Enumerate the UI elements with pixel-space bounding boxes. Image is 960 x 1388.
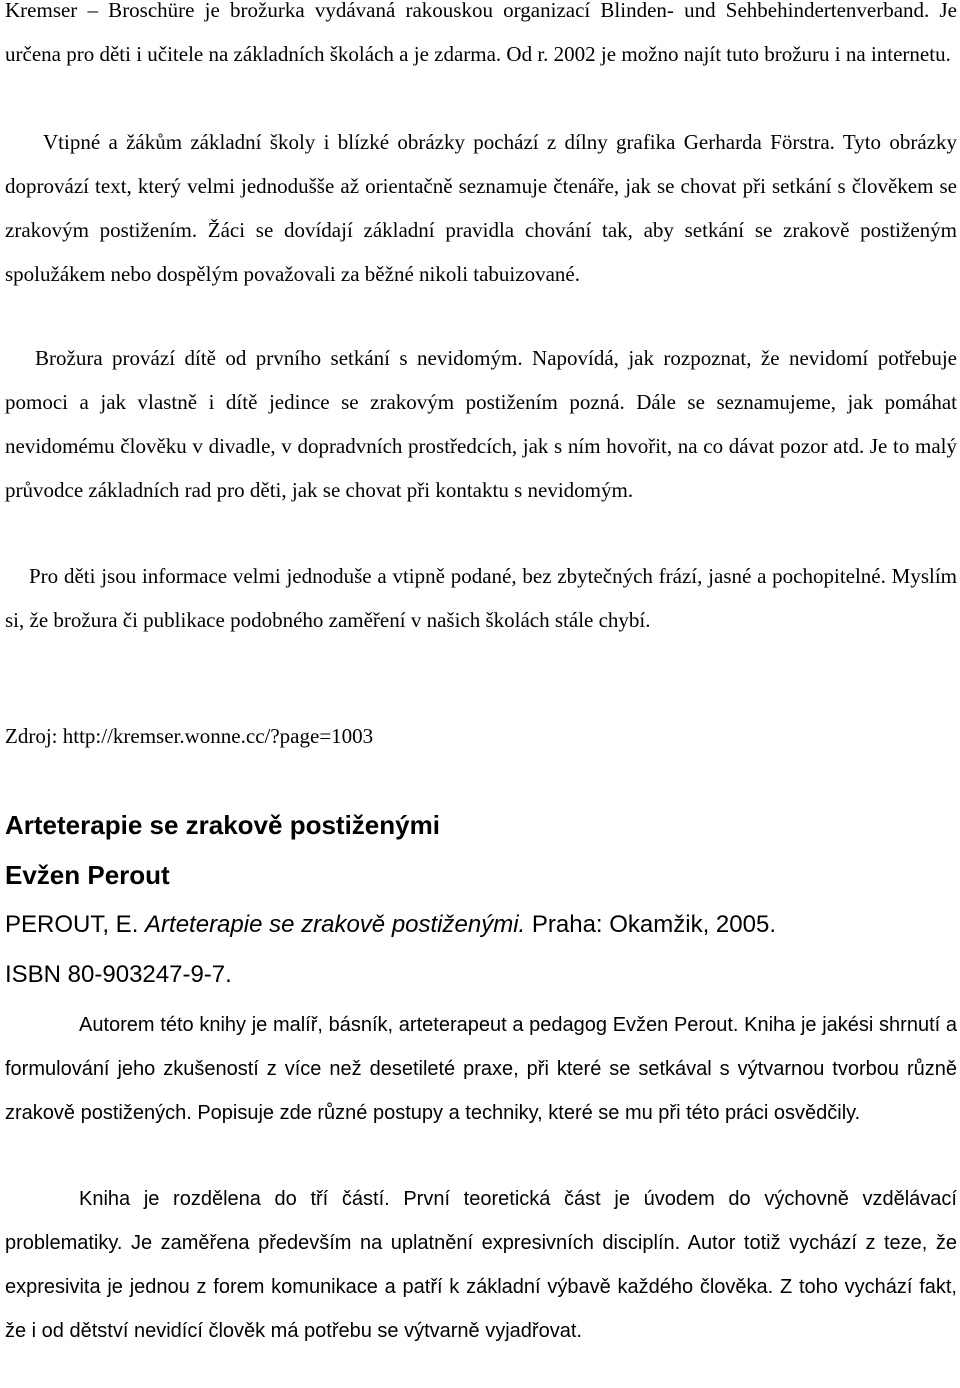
paragraph-brochure-content: Brožura provází dítě od prvního setkání s nevidomým. Napovídá, jak rozpoznat, že nevidomí potřebuje pomoci a jak vlastně i dítě jedince se zrakovým postižením pozná. Dále se seznamujeme, jak pomáhat nevidomému člověku v divadle, v dopradvních prostředcích, jak s ním hovořit, na co dávat pozor atd. Je to malý průvodce základních rad pro děti, jak se chovat při kontaktu s nevidomým.: [5, 346, 957, 502]
reference-title: Arteterapie se zrakově postiženými.: [145, 911, 526, 938]
paragraph-kremser-intro: Kremser – Broschüre je brožurka vydávaná rakouskou organizací Blinden- und Sehbehindertenverband. Je určena pro děti i učitele na základních školách a je zdarma. Od r. 2002 je možno najít tuto brožuru i na internetu.: [5, 0, 957, 66]
bibliographic-reference: [5, 900, 957, 950]
paragraph-illustrations: Vtipné a žákům základní školy i blízké obrázky pochází z dílny grafika Gerharda Förstra. Tyto obrázky doprovází text, který velmi jednodušše až orientačně seznamuje čtenáře, jak se chovat při setkání s člověkem se zrakovým postižením. Žáci se dovídají základní pravidla chování tak, aby setkání se zrakově postiženým spolužákem nebo dospělým považovali za běžné nikoli tabuizované.: [5, 130, 957, 286]
reference-isbn: ISBN 80-903247-9-7.: [5, 961, 232, 988]
section-title: Arteterapie se zrakově postiženými: [5, 810, 440, 840]
paragraph-book-author: Autorem této knihy je malíř, básník, arteterapeut a pedagog Evžen Perout. Kniha je jakési shrnutí a formulování jeho zkušeností z více než desetileté praxe, při které se setkával s výtvarnou tvorbou různě zrakově postižených. Popisuje zde různé postupy a techniky, které se mu při této práci osvědčily.: [5, 1014, 957, 1124]
paragraph-evaluation: Pro děti jsou informace velmi jednoduše a vtipně podané, bez zbytečných frází, jasné a pochopitelné. Myslím si, že brožura či publikace podobného zaměření v našich školách stále chybí.: [5, 564, 957, 632]
reference-publisher: Praha: Okamžik, 2005.: [525, 911, 776, 938]
section-author: Evžen Perout: [5, 860, 170, 890]
source-line: Zdroj: http://kremser.wonne.cc/?page=1003: [5, 724, 374, 748]
paragraph-book-structure: Kniha je rozdělena do tří částí. První teoretická část je úvodem do výchovně vzdělávací problematiky. Je zaměřena především na uplatnění expresivních disciplín. Autor totiž vychází z teze, že expresivita je jednou z forem komunikace a patří k základní výbavě každého člověka. Z toho vychází fakt, že i od dětství nevidící člověk má potřebu se výtvarně vyjadřovat.: [5, 1188, 957, 1342]
reference-author: PEROUT, E.: [5, 911, 146, 938]
